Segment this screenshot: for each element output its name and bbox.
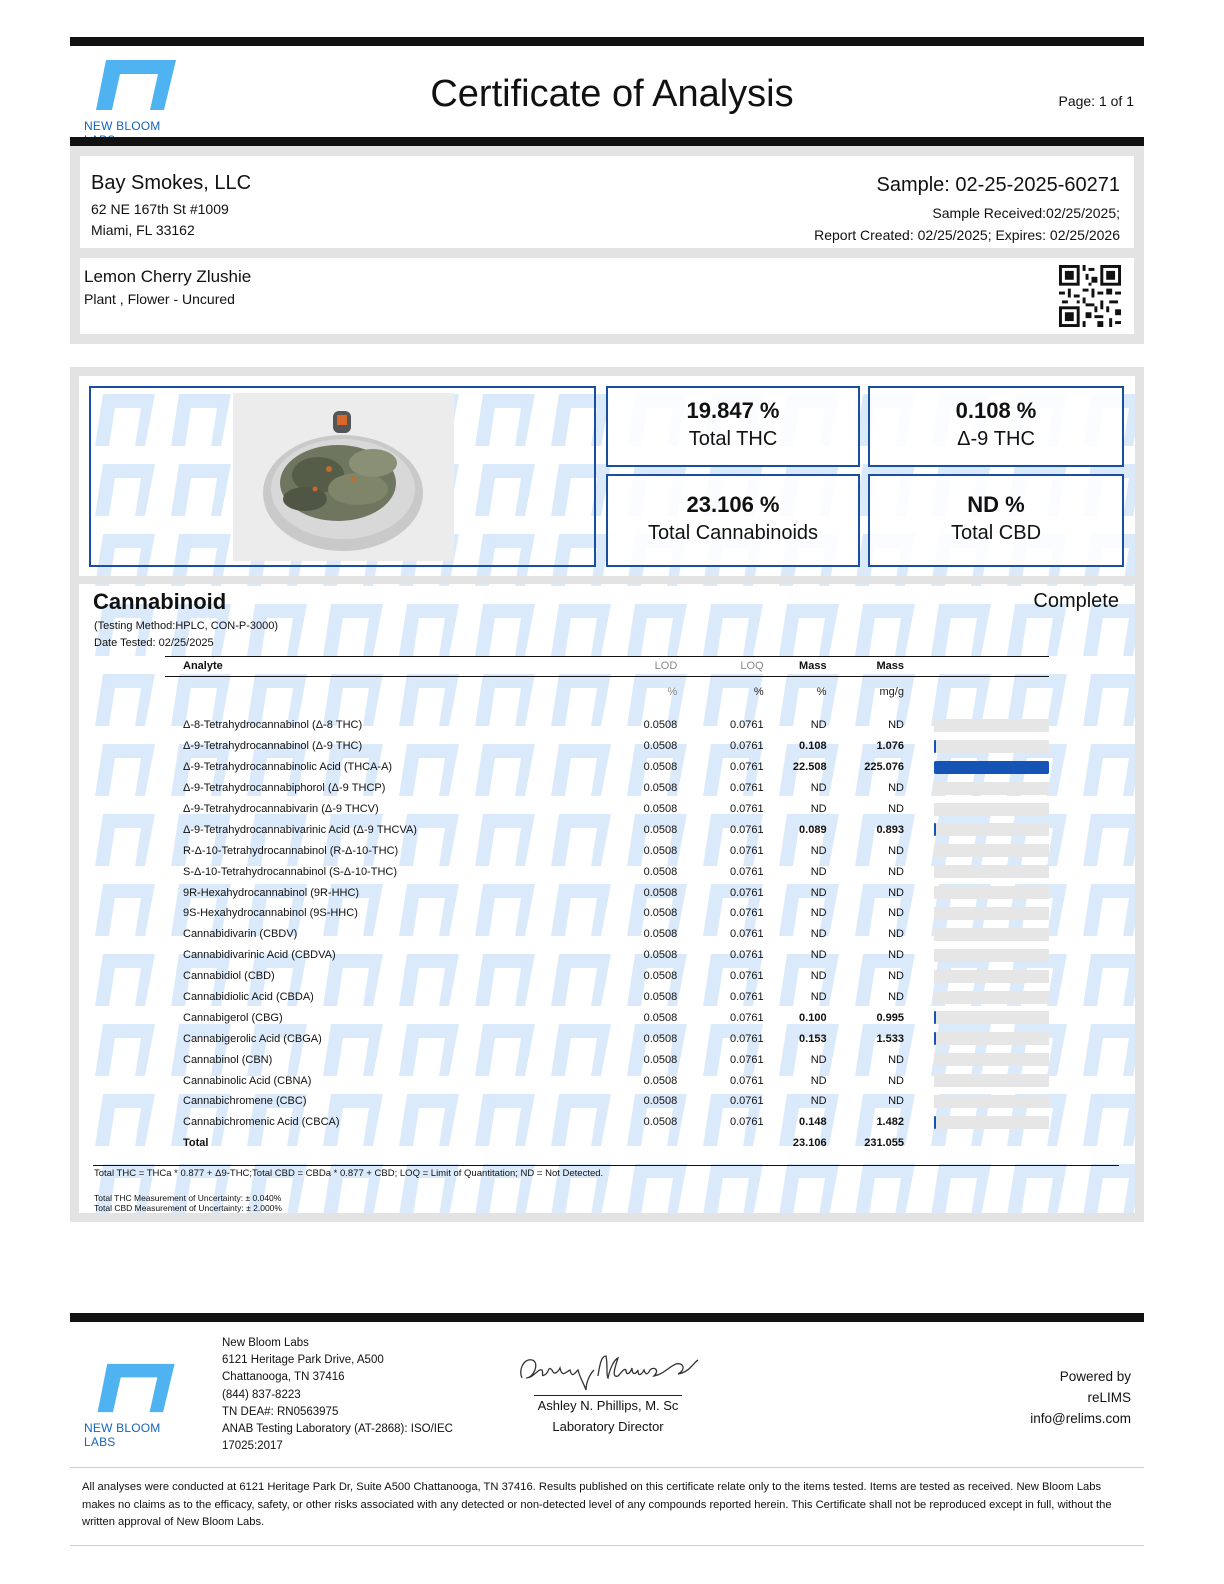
analyte-lod: 0.0508: [643, 761, 678, 774]
table-row: [165, 819, 1049, 840]
lab-info-line: Chattanooga, TN 37416: [222, 1371, 345, 1384]
cannabinoid-status: Complete: [1033, 590, 1119, 612]
analyte-lod: 0.0508: [643, 970, 678, 983]
sample-photo: [233, 393, 454, 561]
analyte-lod: 0.0508: [643, 1011, 678, 1024]
analyte-level-bar: [904, 819, 1049, 840]
table-row: [165, 1091, 1049, 1112]
analyte-lod: 0.0508: [643, 928, 678, 941]
analyte-level-bar: [904, 736, 1049, 757]
analyte-level-bar-fill: [934, 761, 1049, 774]
total-loq: [677, 1133, 763, 1154]
analyte-level-bar-fill: [934, 740, 936, 753]
analyte-level-bar: [904, 778, 1049, 799]
analyte-loq: 0.0761: [729, 803, 764, 815]
stat-total-cannabinoids-label: Total Cannabinoids: [647, 522, 819, 544]
header-logo-text: NEW BLOOM: [84, 119, 161, 133]
total-label: Total: [183, 1137, 209, 1150]
analyte-mass-mg: ND: [888, 928, 904, 941]
lab-info-line: (844) 837-8223: [222, 1388, 301, 1401]
lab-info-line: ANAB Testing Laboratory (AT-2868): ISO/IEC: [222, 1423, 453, 1436]
stat-total-thc: [606, 386, 860, 467]
analyte-mass-pct: ND: [810, 1074, 827, 1087]
analyte-loq: 0.0761: [729, 970, 764, 983]
stat-total-cbd: [868, 474, 1124, 567]
table-row: [165, 1070, 1049, 1091]
analyte-lod: 0.0508: [643, 803, 678, 815]
analyte-loq: 0.0761: [729, 740, 764, 753]
analyte-name: Cannabichromene (CBC): [183, 1095, 307, 1108]
analyte-mass-pct: 0.108: [799, 740, 827, 753]
product-type: Plant , Flower - Uncured: [84, 291, 235, 307]
table-row: [165, 840, 1049, 861]
analyte-mass-mg: 0.995: [876, 1011, 904, 1024]
analyte-mass-mg: ND: [888, 865, 904, 878]
lab-info-line: 17025:2017: [222, 1440, 283, 1453]
analyte-level-bar-fill: [934, 1116, 936, 1129]
sample-photo-frame: [89, 386, 596, 567]
disclaimer-divider: [70, 1467, 1144, 1468]
client-panel: [70, 146, 1144, 344]
testing-method: (Testing Method:HPLC, CON-P-3000): [94, 620, 279, 632]
product-name: Lemon Cherry Zlushie: [84, 267, 252, 286]
analyte-lod: 0.0508: [643, 1053, 678, 1066]
analyte-mass-pct: ND: [810, 970, 827, 983]
analyte-lod: 0.0508: [643, 719, 678, 732]
section-divider: [79, 576, 1135, 584]
analyte-loq: 0.0761: [729, 1011, 764, 1024]
uncertainty-cbd: Total CBD Measurement of Uncertainty: ± 2.000%: [94, 1203, 282, 1213]
stat-total-cannabinoids-value: 23.106 %: [686, 492, 780, 517]
col-loq: LOQ: [740, 660, 764, 672]
analyte-level-bar: [904, 757, 1049, 778]
analyte-name: Δ-9-Tetrahydrocannabivarinic Acid (Δ-9 THCVA): [183, 823, 417, 836]
analyte-level-bar: [904, 966, 1049, 987]
table-bottom-rule: [93, 1165, 1119, 1166]
analyte-mass-pct: 0.148: [799, 1116, 827, 1129]
table-row: [165, 736, 1049, 757]
analyte-mass-mg: ND: [888, 991, 904, 1004]
analyte-level-bar: [904, 840, 1049, 861]
top-bar: [70, 37, 1144, 46]
analyte-name: Cannabidiolic Acid (CBDA): [183, 991, 314, 1004]
analyte-mass-pct: 0.153: [799, 1032, 827, 1045]
table-units-row: [165, 677, 1049, 708]
analyte-loq: 0.0761: [729, 782, 764, 795]
table-row: [165, 861, 1049, 882]
table-row: [165, 882, 1049, 903]
client-name: Bay Smokes, LLC: [91, 172, 252, 194]
analyte-loq: 0.0761: [729, 907, 764, 920]
lab-info-line: TN DEA#: RN0563975: [222, 1405, 339, 1418]
analyte-lod: 0.0508: [643, 886, 678, 899]
total-formula-note: Total THC = THCa * 0.877 + Δ9-THC;Total CBD = CBDa * 0.877 + CBD; LOQ = Limit of Quantitation; ND = Not Detected.: [94, 1168, 604, 1179]
stat-total-thc-label: Total THC: [688, 428, 778, 450]
stat-total-thc-value: 19.847 %: [686, 398, 780, 423]
analyte-mass-pct: ND: [810, 1095, 827, 1108]
analyte-mass-pct: ND: [810, 782, 827, 795]
analyte-mass-pct: ND: [810, 803, 827, 815]
analyte-level-bar: [904, 924, 1049, 945]
analyte-level-bar-fill: [934, 823, 936, 836]
stat-d9-thc-value: 0.108 %: [955, 398, 1037, 423]
analyte-lod: 0.0508: [643, 907, 678, 920]
analyte-level-bar: [904, 1070, 1049, 1091]
analyte-mass-pct: ND: [810, 1053, 827, 1066]
stat-d9-thc-label: Δ-9 THC: [957, 428, 1035, 450]
powered-by-label: Powered by: [1059, 1369, 1131, 1384]
table-row: [165, 715, 1049, 736]
analyte-mass-pct: 0.089: [799, 823, 827, 836]
stat-d9-thc: [868, 386, 1124, 467]
unit-mass-pct: %: [816, 686, 827, 698]
sample-id: Sample: 02-25-2025-60271: [876, 174, 1120, 196]
analyte-mass-mg: ND: [888, 970, 904, 983]
lab-info: [222, 1335, 453, 1455]
analyte-lod: 0.0508: [643, 844, 678, 857]
header-bottom-bar: [70, 137, 1144, 146]
analyte-mass-mg: ND: [888, 782, 904, 795]
new-bloom-labs-logo-icon: [84, 1362, 194, 1414]
analyte-name: R-Δ-10-Tetrahydrocannabinol (R-Δ-10-THC): [183, 844, 399, 857]
analyte-mass-mg: ND: [888, 844, 904, 857]
page-title: Certificate of Analysis: [430, 73, 794, 115]
page-number: Page: 1 of 1: [1058, 93, 1134, 109]
table-row: [165, 757, 1049, 778]
analyte-level-bar: [904, 903, 1049, 924]
analyte-level-bar-fill: [934, 1032, 936, 1045]
powered-by-brand: reLIMS: [1087, 1390, 1131, 1405]
analyte-level-bar: [904, 1112, 1049, 1133]
analyte-level-bar: [904, 1007, 1049, 1028]
analyte-loq: 0.0761: [729, 865, 764, 878]
signature-name: Ashley N. Phillips, M. Sc: [537, 1398, 679, 1413]
unit-loq: %: [753, 686, 764, 698]
analyte-level-bar-fill: [934, 1011, 936, 1024]
analyte-level-bar: [904, 1091, 1049, 1112]
stat-total-cbd-label: Total CBD: [950, 522, 1042, 544]
product-card: [80, 258, 1134, 334]
analyte-level-bar: [904, 1028, 1049, 1049]
analyte-level-bar: [904, 945, 1049, 966]
client-address-line1: 62 NE 167th St #1009: [91, 201, 229, 217]
analyte-mass-mg: ND: [888, 803, 904, 815]
analyte-mass-pct: 0.100: [799, 1011, 827, 1024]
analyte-mass-pct: ND: [810, 928, 827, 941]
signature-line: [534, 1395, 682, 1396]
disclaimer-text: All analyses were conducted at 6121 Heritage Park Dr, Suite A500 Chattanooga, TN 37416. Results published on this certificate relate only to the items tested. Items are tested as received. New Bloom Labs makes no claims as to the efficacy, safety, or other risks associated with any detected or non-detected level of any compounds reported herein. This Certificate shall not be reproduced except in full, without the written approval of New Bloom Labs.: [82, 1481, 1112, 1528]
analyte-name: Δ-9-Tetrahydrocannabinol (Δ-9 THC): [183, 740, 363, 753]
cannabinoid-section-title: Cannabinoid: [93, 589, 227, 614]
analyte-mass-mg: 1.076: [876, 740, 904, 753]
analyte-mass-mg: ND: [888, 719, 904, 732]
powered-by-email[interactable]: info@relims.com: [1030, 1411, 1131, 1426]
analyte-loq: 0.0761: [729, 761, 764, 774]
analyte-loq: 0.0761: [729, 991, 764, 1004]
client-address-line2: Miami, FL 33162: [91, 222, 195, 238]
analyte-loq: 0.0761: [729, 1095, 764, 1108]
analyte-mass-mg: ND: [888, 949, 904, 962]
unit-lod: %: [667, 686, 678, 698]
analyte-mass-pct: ND: [810, 949, 827, 962]
units-bar: [904, 677, 1049, 708]
table-row: [165, 1112, 1049, 1133]
analyte-lod: 0.0508: [643, 1095, 678, 1108]
table-row: [165, 1007, 1049, 1028]
analyte-mass-mg: ND: [888, 1053, 904, 1066]
total-mass-pct: 23.106: [792, 1137, 827, 1150]
uncertainty-thc: Total THC Measurement of Uncertainty: ± 0.040%: [94, 1193, 282, 1203]
table-row: [165, 924, 1049, 945]
analyte-loq: 0.0761: [729, 928, 764, 941]
stat-total-cbd-value: ND %: [967, 492, 1025, 517]
analyte-mass-mg: 1.482: [876, 1116, 904, 1129]
analyte-name: Cannabinolic Acid (CBNA): [183, 1074, 312, 1087]
analyte-lod: 0.0508: [643, 991, 678, 1004]
analyte-level-bar: [904, 1049, 1049, 1070]
analyte-lod: 0.0508: [643, 823, 678, 836]
analyte-name: Cannabidivarinic Acid (CBDVA): [183, 949, 336, 962]
analyte-mass-mg: ND: [888, 886, 904, 899]
analyte-mass-pct: ND: [810, 865, 827, 878]
analyte-mass-pct: ND: [810, 907, 827, 920]
table-row: [165, 1049, 1049, 1070]
analyte-loq: 0.0761: [729, 1053, 764, 1066]
sample-received: Sample Received:02/25/2025;: [932, 205, 1120, 221]
table-row: [165, 945, 1049, 966]
footer-logo: [84, 1362, 194, 1449]
analyte-level-bar: [904, 861, 1049, 882]
analyte-loq: 0.0761: [729, 886, 764, 899]
analyte-mass-pct: ND: [810, 719, 827, 732]
col-mass-pct: Mass: [799, 660, 827, 672]
footer-logo-text: NEW BLOOM LABS: [84, 1421, 161, 1449]
units-analyte: [165, 677, 610, 708]
table-row: [165, 903, 1049, 924]
analyte-mass-pct: ND: [810, 991, 827, 1004]
analyte-lod: 0.0508: [643, 1074, 678, 1087]
analyte-mass-mg: ND: [888, 907, 904, 920]
powered-by: [1030, 1366, 1131, 1429]
col-mass-mg: Mass: [876, 660, 904, 672]
analyte-lod: 0.0508: [643, 949, 678, 962]
analyte-mass-mg: 0.893: [876, 823, 904, 836]
analyte-lod: 0.0508: [643, 1032, 678, 1045]
table-header-row: [165, 656, 1049, 677]
analyte-lod: 0.0508: [643, 865, 678, 878]
table-row: [165, 799, 1049, 820]
lab-info-line: 6121 Heritage Park Drive, A500: [222, 1354, 384, 1367]
date-tested: Date Tested: 02/25/2025: [94, 637, 214, 649]
analyte-level-bar: [904, 882, 1049, 903]
table-row: [165, 778, 1049, 799]
table-row: [165, 987, 1049, 1008]
unit-mass-mg: mg/g: [879, 686, 904, 698]
analyte-name: Δ-9-Tetrahydrocannabivarin (Δ-9 THCV): [183, 803, 379, 815]
analyte-lod: 0.0508: [643, 740, 678, 753]
signature-title: Laboratory Director: [552, 1419, 664, 1434]
analyte-name: Δ-9-Tetrahydrocannabinolic Acid (THCA-A): [183, 761, 393, 774]
analyte-mass-pct: 22.508: [792, 761, 827, 774]
analyte-name: S-Δ-10-Tetrahydrocannabinol (S-Δ-10-THC): [183, 865, 397, 878]
analyte-name: Cannabigerolic Acid (CBGA): [183, 1032, 322, 1045]
signature-image: [514, 1348, 704, 1392]
analyte-level-bar: [904, 715, 1049, 736]
qr-code-icon: [1059, 265, 1121, 327]
analyte-name: Δ-9-Tetrahydrocannabiphorol (Δ-9 THCP): [183, 782, 386, 795]
analyte-level-bar: [904, 987, 1049, 1008]
stat-total-cannabinoids: [606, 474, 860, 567]
client-card: [80, 156, 1134, 248]
col-analyte: Analyte: [183, 660, 223, 672]
lab-info-line: New Bloom Labs: [222, 1337, 309, 1349]
total-lod: [610, 1133, 678, 1154]
analyte-loq: 0.0761: [729, 844, 764, 857]
analyte-mass-mg: ND: [888, 1074, 904, 1087]
total-bar: [904, 1133, 1049, 1154]
analyte-mass-mg: 225.076: [864, 761, 904, 774]
table-row: [165, 1028, 1049, 1049]
analyte-lod: 0.0508: [643, 782, 678, 795]
bottom-divider: [70, 1545, 1144, 1546]
analyte-name: 9S-Hexahydrocannabinol (9S-HHC): [183, 907, 358, 920]
report-created: Report Created: 02/25/2025; Expires: 02/25/2026: [814, 227, 1120, 243]
analyte-loq: 0.0761: [729, 1074, 764, 1087]
analyte-mass-mg: ND: [888, 1095, 904, 1108]
analyte-name: Δ-8-Tetrahydrocannabinol (Δ-8 THC): [183, 719, 363, 732]
analyte-name: Cannabinol (CBN): [183, 1053, 273, 1066]
total-mass-mg: 231.055: [864, 1137, 904, 1150]
analyte-loq: 0.0761: [729, 1032, 764, 1045]
analyte-name: Cannabidivarin (CBDV): [183, 928, 298, 941]
analyte-lod: 0.0508: [643, 1116, 678, 1129]
col-lod: LOD: [654, 660, 678, 672]
cannabinoid-table-body: [165, 715, 1049, 1154]
analyte-loq: 0.0761: [729, 719, 764, 732]
analyte-name: 9R-Hexahydrocannabinol (9R-HHC): [183, 886, 360, 899]
analyte-name: Cannabigerol (CBG): [183, 1011, 283, 1024]
analyte-mass-pct: ND: [810, 844, 827, 857]
analyte-loq: 0.0761: [729, 949, 764, 962]
analyte-loq: 0.0761: [729, 823, 764, 836]
analyte-name: Cannabichromenic Acid (CBCA): [183, 1116, 340, 1129]
analyte-name: Cannabidiol (CBD): [183, 970, 275, 983]
analyte-loq: 0.0761: [729, 1116, 764, 1129]
analyte-mass-mg: 1.533: [876, 1032, 904, 1045]
table-row: [165, 966, 1049, 987]
table-total-row: [165, 1133, 1049, 1154]
cannabinoid-table: [165, 656, 1049, 1154]
analyte-level-bar: [904, 799, 1049, 820]
analyte-mass-pct: ND: [810, 886, 827, 899]
col-bar: [904, 656, 1049, 677]
footer-top-bar: [70, 1313, 1144, 1322]
